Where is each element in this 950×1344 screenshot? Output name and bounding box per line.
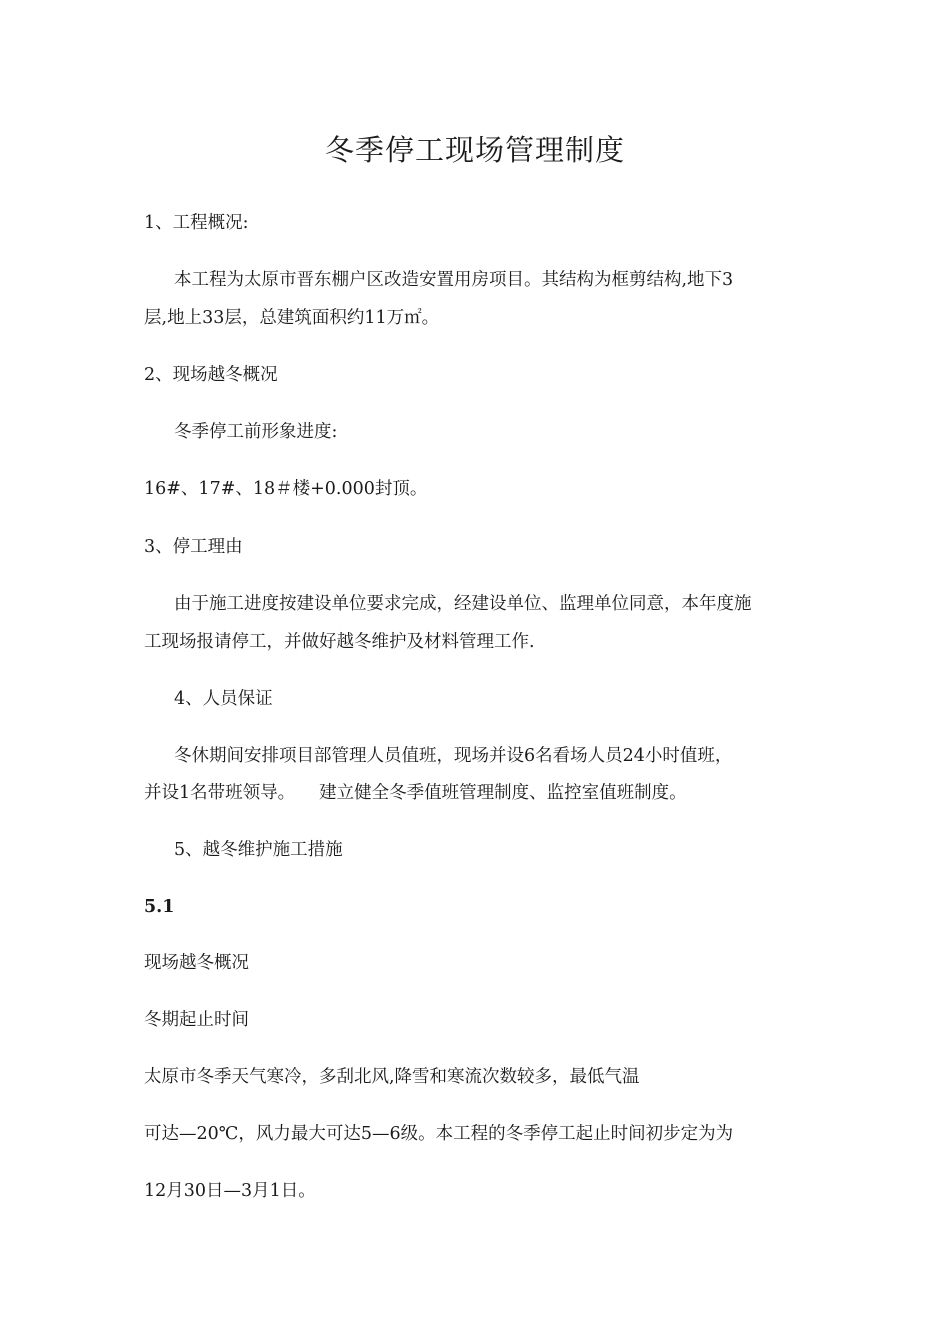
section-3-paragraph-line-2: 工现场报请停工，并做好越冬维护及材料管理工作. [144, 632, 535, 652]
section-4-heading: 4、人员保证 [174, 689, 273, 709]
section-5-heading: 5、越冬维护施工措施 [174, 840, 343, 860]
section-1-paragraph-line-1: 本工程为太原市晋东棚户区改造安置用房项目。其结构为框剪结构,地下3 [174, 270, 734, 290]
section-5-1-paragraph-line-1: 太原市冬季天气寒冷，多刮北风,降雪和寒流次数较多，最低气温 [144, 1067, 640, 1087]
section-4-paragraph-line-2-part-b: 建立健全冬季值班管理制度、监控室值班制度。 [319, 783, 687, 803]
section-1-heading: 1、工程概况: [144, 213, 249, 233]
section-4-paragraph-line-2-part-a: 并设1名带班领导。 [144, 783, 296, 803]
section-4-paragraph-line-1: 冬休期间安排项目部管理人员值班，现场并设6名看场人员24小时值班， [174, 746, 733, 766]
section-2-heading: 2、现场越冬概况 [144, 365, 278, 385]
section-5-1-number: 5.1 [144, 897, 175, 917]
section-4-paragraph-line-2 [144, 780, 824, 806]
section-2-paragraph-1: 冬季停工前形象进度: [174, 422, 338, 442]
section-5-1-paragraph-line-2: 可达—20℃，风力最大可达5—6级。本工程的冬季停工起止时间初步定为为 [144, 1124, 734, 1144]
section-2-paragraph-2: 16#、17#、18＃楼+0.000封顶。 [144, 479, 428, 499]
section-3-heading: 3、停工理由 [144, 537, 243, 557]
section-5-1-subheading: 现场越冬概况 [144, 953, 249, 973]
page-title: 冬季停工现场管理制度 [324, 133, 625, 167]
section-5-1-paragraph-line-3: 12月30日—3月1日。 [144, 1181, 316, 1201]
section-1-paragraph-line-2: 层,地上33层，总建筑面积约11万㎡。 [144, 308, 440, 328]
section-3-paragraph-line-1: 由于施工进度按建设单位要求完成，经建设单位、监理单位同意，本年度施 [174, 594, 752, 614]
section-5-1-period-heading: 冬期起止时间 [144, 1010, 249, 1030]
